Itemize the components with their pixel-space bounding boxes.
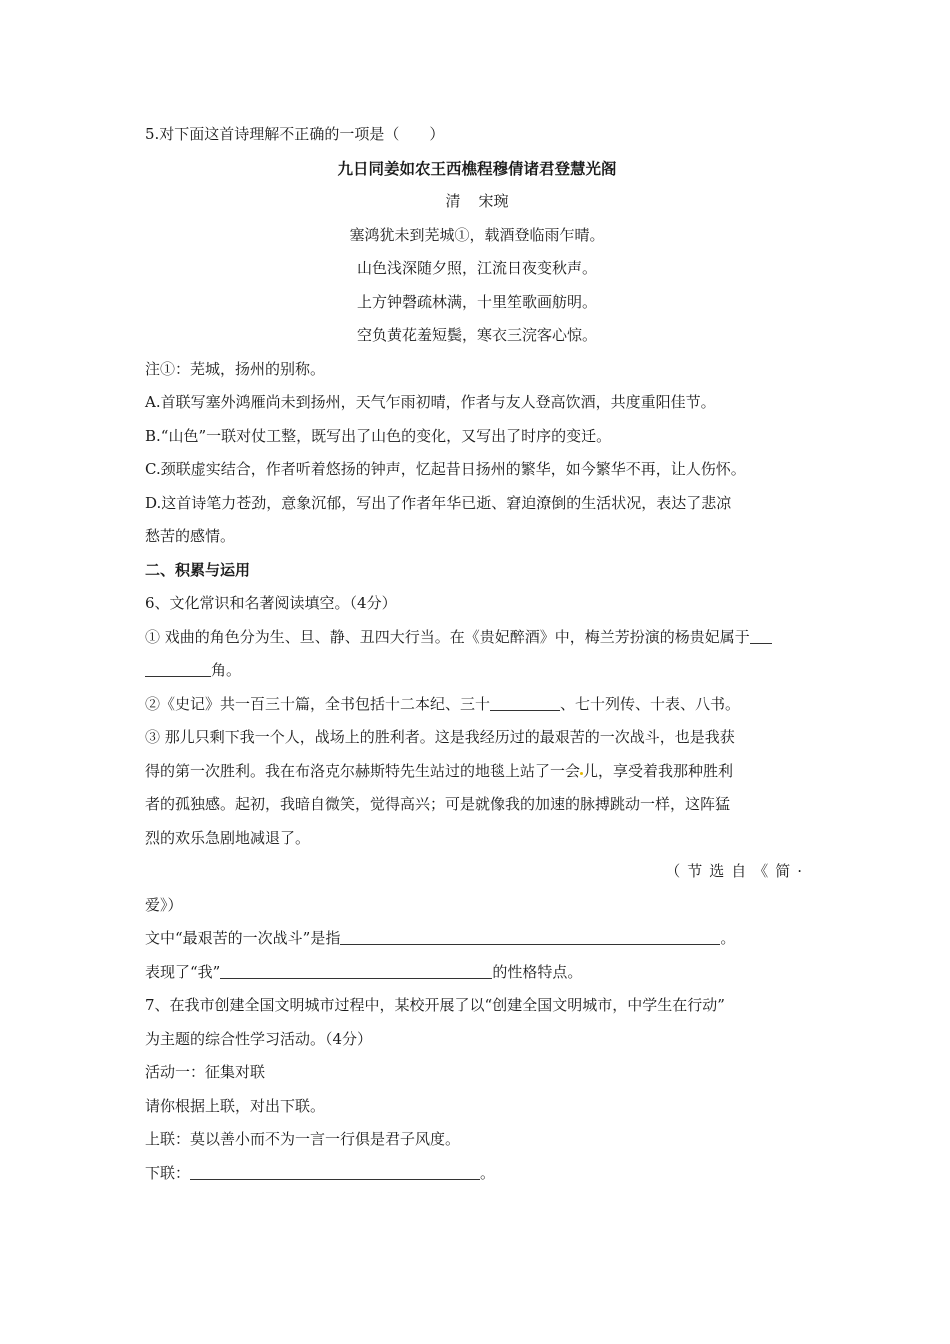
document-page	[145, 118, 809, 1190]
answer-blank[interactable]	[190, 1159, 480, 1180]
answer-blank[interactable]	[340, 924, 720, 945]
q6-fill-2-text: 表现了“我”	[145, 962, 221, 981]
option-d-continued: 愁苦的感情。	[145, 527, 236, 545]
q6-fill-1-suffix: 。	[720, 929, 736, 947]
q7-lower-couplet	[145, 1157, 809, 1191]
option-d: D.这首诗笔力苍劲，意象沉郁，写出了作者年华已逝、窘迫潦倒的生活状况，表达了悲凉	[145, 493, 732, 512]
q7-lower-suffix: 。	[480, 1163, 496, 1182]
q6-item-2	[145, 688, 809, 722]
question-6-stem: 6、文化常识和名著阅读填空。（4分）	[145, 594, 397, 612]
q6-item-3-text: 得的第一次胜利。我在布洛克尔赫斯特先生站过的地毯上站了一会	[145, 761, 581, 780]
poem-title: 九日同姜如农王西樵程穆倩诸君登慧光阁	[337, 158, 617, 178]
q6-item-3-line: 者的孤独感。起初，我暗自微笑，觉得高兴；可是就像我的加速的脉搏跳动一样，这阵猛	[145, 795, 731, 813]
answer-blank[interactable]	[220, 958, 492, 979]
option-c: C.颈联虚实结合，作者听着悠扬的钟声，忆起昔日扬州的繁华，如今繁华不再，让人伤怀。	[145, 460, 746, 478]
q6-item-3-text: 儿，享受着我那种胜利	[583, 761, 734, 780]
q7-lower-label: 下联：	[145, 1163, 191, 1182]
q6-item-1-suffix: 角。	[211, 661, 242, 679]
q6-item-1-continued	[145, 654, 809, 688]
poem-line: 上方钟磬疏林满，十里笙歌画舫明。	[356, 292, 597, 311]
q6-item-3-line	[145, 755, 809, 789]
answer-blank[interactable]	[145, 656, 211, 677]
excerpt-source-continued: 爱》）	[145, 895, 183, 914]
question-5-stem: 5.对下面这首诗理解不正确的一项是（ ）	[145, 125, 445, 143]
q6-item-2-suffix: 、七十列传、十表、八书。	[560, 694, 741, 713]
q7-activity-title: 活动一：征集对联	[145, 1063, 266, 1081]
question-7-stem-continued: 为主题的综合性学习活动。（4分）	[145, 1029, 373, 1048]
poem-dynasty: 清	[445, 192, 461, 210]
section-heading: 二、积累与运用	[145, 560, 251, 579]
q6-item-1	[145, 621, 809, 655]
poem-author-line	[145, 185, 809, 219]
option-b: B.“山色”一联对仗工整，既写出了山色的变化，又写出了时序的变迁。	[145, 426, 612, 445]
option-a: A.首联写塞外鸿雁尚未到扬州，天气乍雨初晴，作者与友人登高饮酒，共度重阳佳节。	[145, 393, 716, 411]
q6-fill-2	[145, 956, 809, 990]
q6-item-3-line: 烈的欢乐急剧地减退了。	[145, 828, 311, 847]
question-7-stem: 7、在我市创建全国文明城市过程中，某校开展了以“创建全国文明城市，中学生在行动”	[145, 996, 725, 1014]
q6-fill-1	[145, 922, 809, 956]
q6-item-2-text: ②《史记》共一百三十篇，全书包括十二本纪、三十	[145, 694, 491, 713]
q6-fill-2-suffix: 的性格特点。	[492, 962, 583, 981]
answer-blank[interactable]	[490, 690, 560, 711]
q6-item-3-line: ③ 那儿只剩下我一个人，战场上的胜利者。这是我经历过的最艰苦的一次战斗，也是我获	[145, 728, 735, 746]
poem-line: 塞鸿犹未到芜城①，载酒登临雨乍晴。	[349, 225, 605, 244]
q7-instruction: 请你根据上联，对出下联。	[145, 1096, 326, 1115]
poem-line: 空负黄花羞短鬓，寒衣三浣客心惊。	[356, 326, 597, 344]
q6-item-1-text: ① 戏曲的角色分为生、旦、静、丑四大行当。在《贵妃醉酒》中，梅兰芳扮演的杨贵妃属于	[145, 627, 750, 646]
q6-fill-1-text: 文中“最艰苦的一次战斗”是指	[145, 929, 341, 947]
answer-blank[interactable]	[750, 623, 772, 644]
poem-author: 宋琬	[478, 192, 509, 210]
excerpt-source: （节选自《简·	[665, 862, 809, 880]
q7-upper-couplet: 上联：莫以善小而不为一言一行俱是君子风度。	[145, 1130, 461, 1148]
poem-line: 山色浅深随夕照，江流日夜变秋声。	[356, 259, 597, 277]
poem-note: 注①：芜城，扬州的别称。	[145, 359, 326, 378]
